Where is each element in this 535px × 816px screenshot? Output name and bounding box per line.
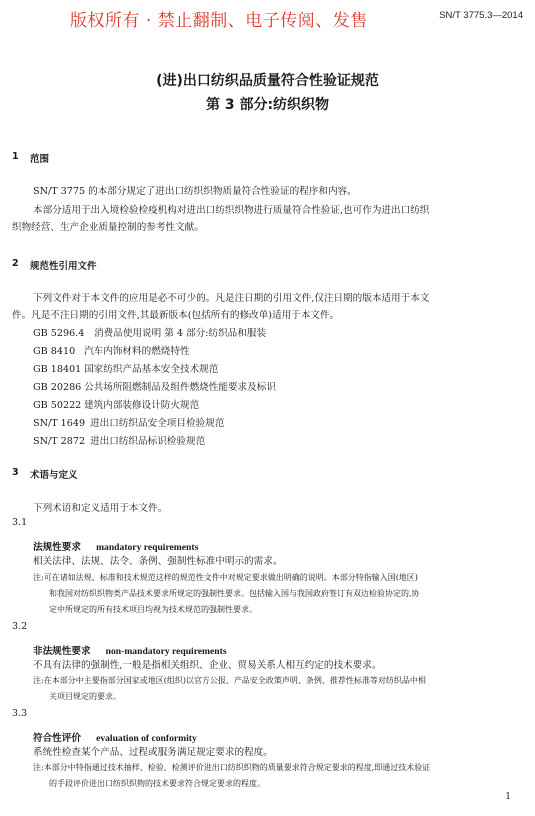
term-number: 3.1 bbox=[12, 517, 28, 528]
section-1-heading: 范围 bbox=[30, 154, 50, 165]
reference-item bbox=[33, 397, 199, 411]
reference-title: 国家纺织产品基本安全技术规范 bbox=[84, 364, 219, 375]
term-note: 注:在本部分中主要指部分国家或地区(组织)以官方公报、产品安全政策声明、条例、推荐性标准等对纺织品中相 bbox=[33, 676, 426, 685]
term-note: 关项目规定的要求。 bbox=[49, 692, 121, 701]
section-1-number: 1 bbox=[12, 151, 19, 162]
section-3-heading: 术语与定义 bbox=[30, 470, 78, 481]
section-2-heading: 规范性引用文件 bbox=[30, 261, 97, 272]
term-heading bbox=[33, 535, 198, 554]
reference-title: 进出口纺织品标识检验规范 bbox=[90, 436, 206, 447]
reference-item bbox=[33, 379, 276, 393]
section-1-paragraph: 本部分适用于出入境检验检疫机构对进出口纺织织物进行质量符合性验证,也可作为进出口纺织 bbox=[33, 205, 430, 216]
term-note: 注:可在诸如法规、标准和技术规范这样的规范性文件中对规定要求做出明确的说明。本部分特指输入国(地区) bbox=[33, 573, 418, 582]
section-2-number: 2 bbox=[12, 258, 19, 269]
document-subtitle: 第 3 部分:纺织织物 bbox=[205, 97, 330, 113]
reference-item bbox=[33, 343, 190, 357]
term-heading bbox=[33, 726, 197, 745]
reference-code: GB 50222 bbox=[33, 400, 82, 411]
reference-code: SN/T 2872 bbox=[33, 436, 86, 447]
term-note: 的手段评价进出口纺织织物的技术要求符合规定要求的程度。 bbox=[49, 779, 265, 788]
reference-title: 建筑内部装修设计防火规范 bbox=[84, 400, 200, 411]
reference-item bbox=[33, 415, 224, 429]
term-english: evaluation of conformity bbox=[96, 733, 197, 744]
reference-code: GB 20286 bbox=[33, 382, 82, 393]
reference-title: 进出口纺织品安全项目检验规范 bbox=[90, 418, 225, 429]
section-3-number: 3 bbox=[12, 467, 19, 478]
reference-item bbox=[33, 325, 266, 339]
term-chinese: 符合性评价 bbox=[33, 733, 81, 744]
term-definition: 不具有法律的强制性,一般是指相关组织、企业、贸易关系人相互约定的技术要求。 bbox=[33, 660, 382, 671]
term-note: 和我国对纺织织物类产品技术要求所规定的强制性要求。包括输入国与我国政府签订有双边检验协定的,协 bbox=[49, 589, 420, 598]
section-2-paragraph: 件。凡是不注日期的引用文件,其最新版本(包括所有的修改单)适用于本文件。 bbox=[12, 310, 340, 321]
reference-code: SN/T 1649 bbox=[33, 418, 86, 429]
term-heading bbox=[33, 639, 227, 658]
term-number: 3.3 bbox=[12, 708, 28, 719]
reference-title: 汽车内饰材料的燃烧特性 bbox=[84, 346, 190, 357]
reference-code: GB 5296.4 bbox=[33, 328, 85, 339]
section-1-paragraph: 织物经营、生产企业质量控制的参考性文献。 bbox=[12, 222, 204, 233]
term-number: 3.2 bbox=[12, 621, 28, 632]
standard-code: SN/T 3775.3—2014 bbox=[439, 10, 523, 21]
reference-item bbox=[33, 361, 218, 375]
term-english: non-mandatory requirements bbox=[105, 646, 227, 657]
reference-title: 消费品使用说明 第 4 部分:纺织品和服装 bbox=[94, 328, 267, 339]
term-note: 注:本部分中特指通过技术抽样、检验、检测评价进出口纺织织物的质量要求符合规定要求的程度,即通过技术验证 bbox=[33, 763, 431, 772]
reference-item bbox=[33, 433, 205, 447]
section-3-intro: 下列术语和定义适用于本文件。 bbox=[33, 503, 168, 514]
term-definition: 相关法律、法规、法令、条例、强制性标准中明示的需求。 bbox=[33, 556, 283, 567]
term-chinese: 非法规性要求 bbox=[33, 646, 91, 657]
section-1-paragraph: SN/T 3775 的本部分规定了进出口纺织织物质量符合性验证的程序和内容。 bbox=[33, 186, 357, 197]
section-2-paragraph: 下列文件对于本文件的应用是必不可少的。凡是注日期的引用文件,仅注日期的版本适用于本文 bbox=[33, 293, 430, 304]
term-english: mandatory requirements bbox=[96, 542, 199, 553]
copyright-watermark: 版权所有 · 禁止翻制、电子传阅、发售 bbox=[70, 11, 368, 31]
term-chinese: 法规性要求 bbox=[33, 542, 81, 553]
term-note: 定中所规定的所有技术项目均视为技术规范的强制性要求。 bbox=[49, 605, 257, 614]
reference-code: GB 8410 bbox=[33, 346, 76, 357]
page-number: 1 bbox=[505, 792, 511, 802]
reference-code: GB 18401 bbox=[33, 364, 82, 375]
term-definition: 系统性检查某个产品、过程或服务满足规定要求的程度。 bbox=[33, 747, 273, 758]
reference-title: 公共场所阻燃制品及组件燃烧性能要求及标识 bbox=[84, 382, 276, 393]
document-title: (进)出口纺织品质量符合性验证规范 bbox=[156, 73, 379, 89]
